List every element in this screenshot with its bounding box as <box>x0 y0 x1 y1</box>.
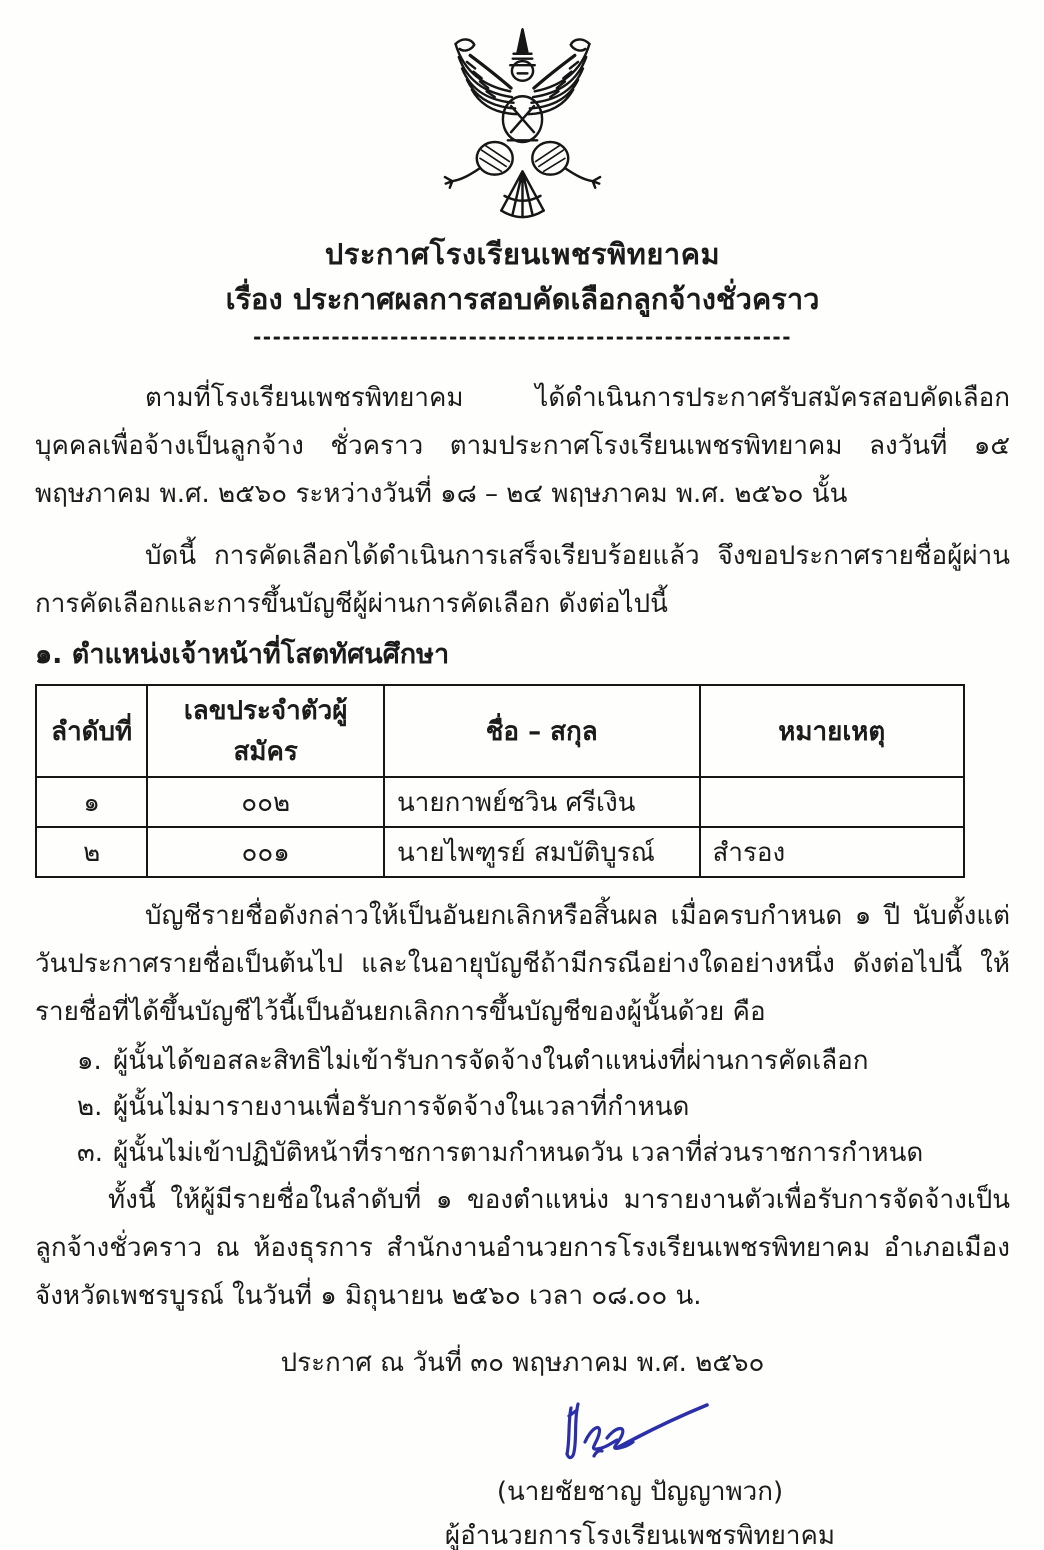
selection-results-table <box>35 684 965 878</box>
list-item-number: ๒. <box>77 1092 103 1122</box>
garuda-emblem-icon <box>430 26 615 222</box>
emblem-container <box>35 26 1010 224</box>
cell-remark <box>700 777 965 827</box>
cell-name: นายกาพย์ชวิน ศรีเงิน <box>384 777 700 827</box>
list-item <box>35 1038 1010 1084</box>
paragraph-list-validity: บัญชีรายชื่อดังกล่าวให้เป็นอันยกเลิกหรือสิ้นผล เมื่อครบกำหนด ๑ ปี นับตั้งแต่วันประกาศรายชื่อเป็นต้นไป และในอายุบัญชีถ้ามีกรณีอย่างใดอย่างหนึ่ง ดังต่อไปนี้ ให้รายชื่อที่ได้ขึ้นบัญชีไว้นี้เป็นอันยกเลิกการขึ้นบัญชีของผู้นั้นด้วย คือ <box>35 901 1010 1027</box>
cell-applicant-id: ๐๐๒ <box>147 777 384 827</box>
list-item-number: ๑. <box>77 1046 102 1076</box>
list-item-text: ผู้นั้นได้ขอสละสิทธิไม่เข้ารับการจัดจ้างในตำแหน่งที่ผ่านการคัดเลือก <box>113 1046 869 1076</box>
paragraph-opening: ตามที่โรงเรียนเพชรพิทยาคม ได้ดำเนินการประกาศรับสมัครสอบคัดเลือกบุคคลเพื่อจ้างเป็นลูกจ้าง ชั่วคราว ตามประกาศโรงเรียนเพชรพิทยาคม ลงวันที่ ๑๕ พฤษภาคม พ.ศ. ๒๕๖๐ ระหว่างวันที่ ๑๘ – ๒๔ พฤษภาคม พ.ศ. ๒๕๖๐ นั้น <box>35 383 1010 509</box>
list-item-text: ผู้นั้นไม่เข้าปฏิบัติหน้าที่ราชการตามกำหนดวัน เวลาที่ส่วนราชการกำหนด <box>113 1138 924 1168</box>
cell-order: ๑ <box>36 777 147 827</box>
list-item-text: ผู้นั้นไม่มารายงานเพื่อรับการจัดจ้างในเวลาที่กำหนด <box>113 1092 690 1122</box>
column-header-remark: หมายเหตุ <box>700 685 965 777</box>
document-title: ประกาศโรงเรียนเพชรพิทยาคม <box>324 237 721 271</box>
document-subject: เรื่อง ประกาศผลการสอบคัดเลือกลูกจ้างชั่วคราว <box>225 282 820 316</box>
announcement-date-line: ประกาศ ณ วันที่ ๓๐ พฤษภาคม พ.ศ. ๒๕๖๐ <box>280 1348 765 1378</box>
cell-name: นายไพฑูรย์ สมบัติบูรณ์ <box>384 827 700 877</box>
position-section-heading: ๑. ตำแหน่งเจ้าหน้าที่โสตทัศนศึกษา <box>35 639 450 670</box>
column-header-order: ลำดับที่ <box>36 685 147 777</box>
table-row <box>36 777 964 827</box>
paragraph-reporting-instruction: ทั้งนี้ ให้ผู้มีรายชื่อในลำดับที่ ๑ ของตำแหน่ง มารายงานตัวเพื่อรับการจัดจ้างเป็นลูกจ้างชั่วคราว ณ ห้องธุรการ สำนักงานอำนวยการโรงเรียนเพชรพิทยาคม อำเภอเมือง จังหวัดเพชรบูรณ์ ในวันที่ ๑ มิถุนายน ๒๕๖๐ เวลา ๐๘.๐๐ น. <box>35 1185 1010 1311</box>
condition-list <box>35 1038 1010 1176</box>
cell-remark: สำรอง <box>700 827 965 877</box>
list-item <box>35 1130 1010 1176</box>
table-header-row <box>36 685 964 777</box>
signature-block <box>430 1396 850 1550</box>
paragraph-result-intro: บัดนี้ การคัดเลือกได้ดำเนินการเสร็จเรียบร้อยแล้ว จึงขอประกาศรายชื่อผู้ผ่านการคัดเลือกและการขึ้นบัญชีผู้ผ่านการคัดเลือก ดังต่อไปนี้ <box>35 541 1010 619</box>
list-item-number: ๓. <box>77 1138 104 1168</box>
column-header-applicant-id: เลขประจำตัวผู้สมัคร <box>147 685 384 777</box>
signer-title: ผู้อำนวยการโรงเรียนเพชรพิทยาคม <box>444 1521 836 1550</box>
handwritten-signature-icon <box>535 1396 745 1468</box>
cell-applicant-id: ๐๐๑ <box>147 827 384 877</box>
signer-name: (นายชัยชาญ ปัญญาพวก) <box>496 1477 784 1507</box>
cell-order: ๒ <box>36 827 147 877</box>
table-row <box>36 827 964 877</box>
divider-dashes: ------------------------------------------------------- <box>252 325 793 349</box>
column-header-name: ชื่อ – สกุล <box>384 685 700 777</box>
list-item <box>35 1084 1010 1130</box>
